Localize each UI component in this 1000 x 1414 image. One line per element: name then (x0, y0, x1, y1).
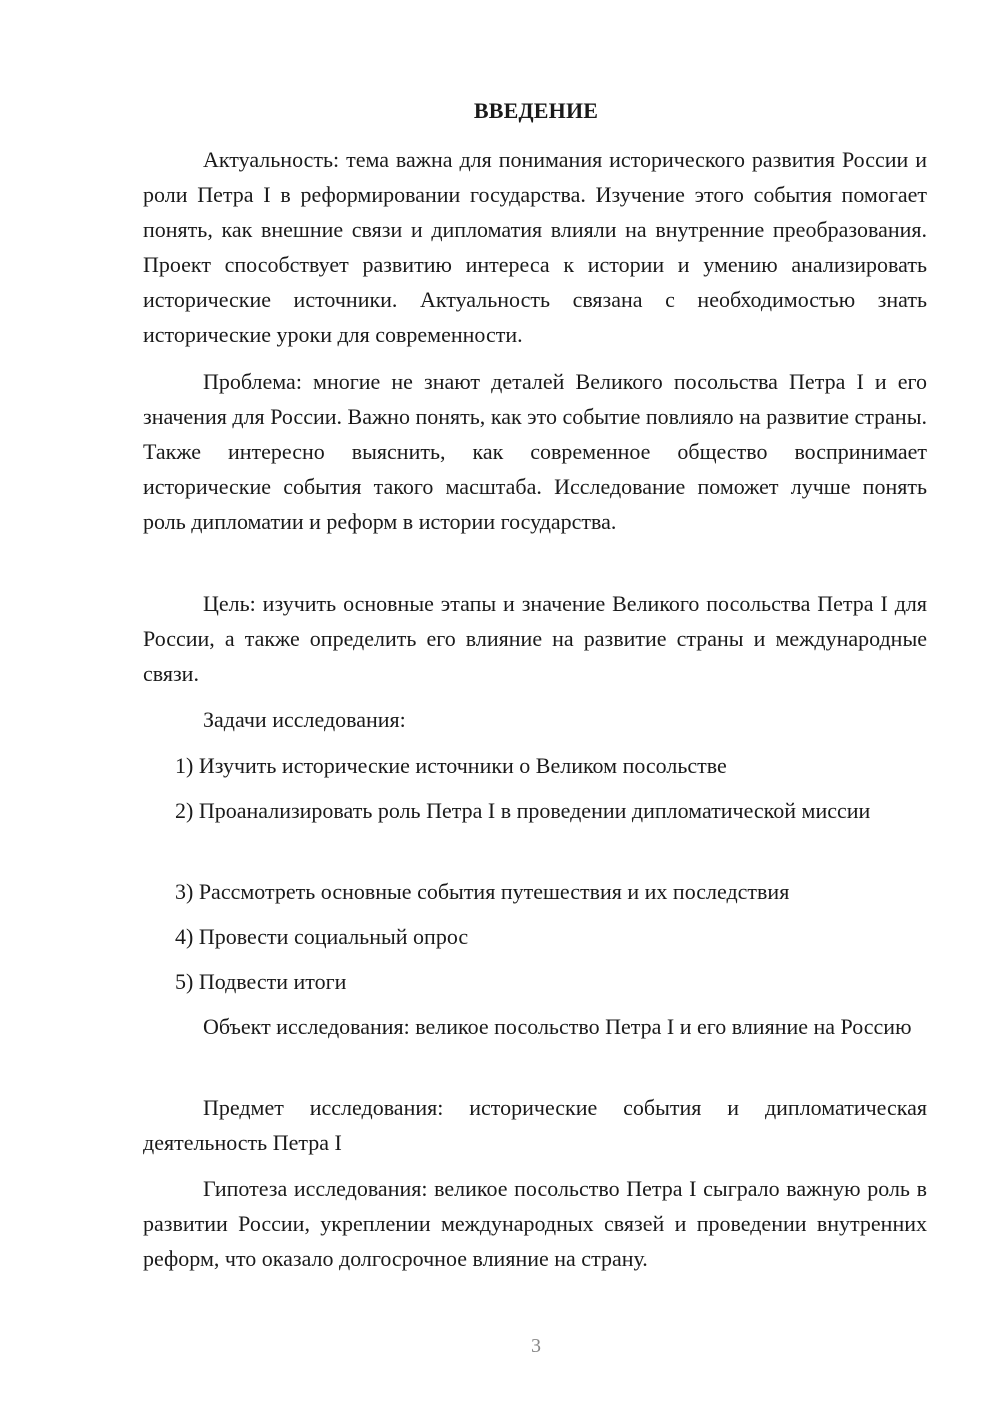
page-number: 3 (531, 1335, 541, 1357)
relevance-paragraph: Актуальность: тема важна для понимания исторического развития России и роли Петра I в реформировании государства. Изучение этого события помогает понять, как внешние связи и дипломатия влияли на внутренние преобразования. Проект способствует развитию интереса к истории и умению анализировать исторические источники. Актуальность связана с необходимостью знать исторические уроки для современности. (143, 147, 927, 347)
problem-paragraph: Проблема: многие не знают деталей Великого посольства Петра I и его значения для России. Важно понять, как это событие повлияло на развитие страны. Также интересно выяснить, как современное общество воспринимает исторические события такого масштаба. Исследование поможет лучше понять роль дипломатии и реформ в истории государства. (143, 369, 927, 534)
subject-paragraph: Предмет исследования: исторические события и дипломатическая деятельность Петра I (143, 1095, 927, 1155)
goal-paragraph: Цель: изучить основные этапы и значение Великого посольства Петра I для России, а также определить его влияние на развитие страны и международные связи. (143, 591, 927, 686)
task-item-4: 4) Провести социальный опрос (175, 924, 469, 949)
task-item-1: 1) Изучить исторические источники о Великом посольстве (175, 753, 727, 778)
task-item-3: 3) Рассмотреть основные события путешествия и их последствия (175, 879, 790, 904)
object-paragraph: Объект исследования: великое посольство Петра I и его влияние на Россию (203, 1014, 912, 1039)
task-item-2: 2) Проанализировать роль Петра I в проведении дипломатической миссии (175, 798, 871, 823)
tasks-heading: Задачи исследования: (203, 707, 406, 732)
hypothesis-paragraph: Гипотеза исследования: великое посольство Петра I сыграло важную роль в развитии России, укреплении международных связей и проведении внутренних реформ, что оказало долгосрочное влияние на страну. (143, 1176, 927, 1271)
page-title: ВВЕДЕНИЕ (473, 98, 599, 123)
task-item-5: 5) Подвести итоги (175, 969, 347, 994)
